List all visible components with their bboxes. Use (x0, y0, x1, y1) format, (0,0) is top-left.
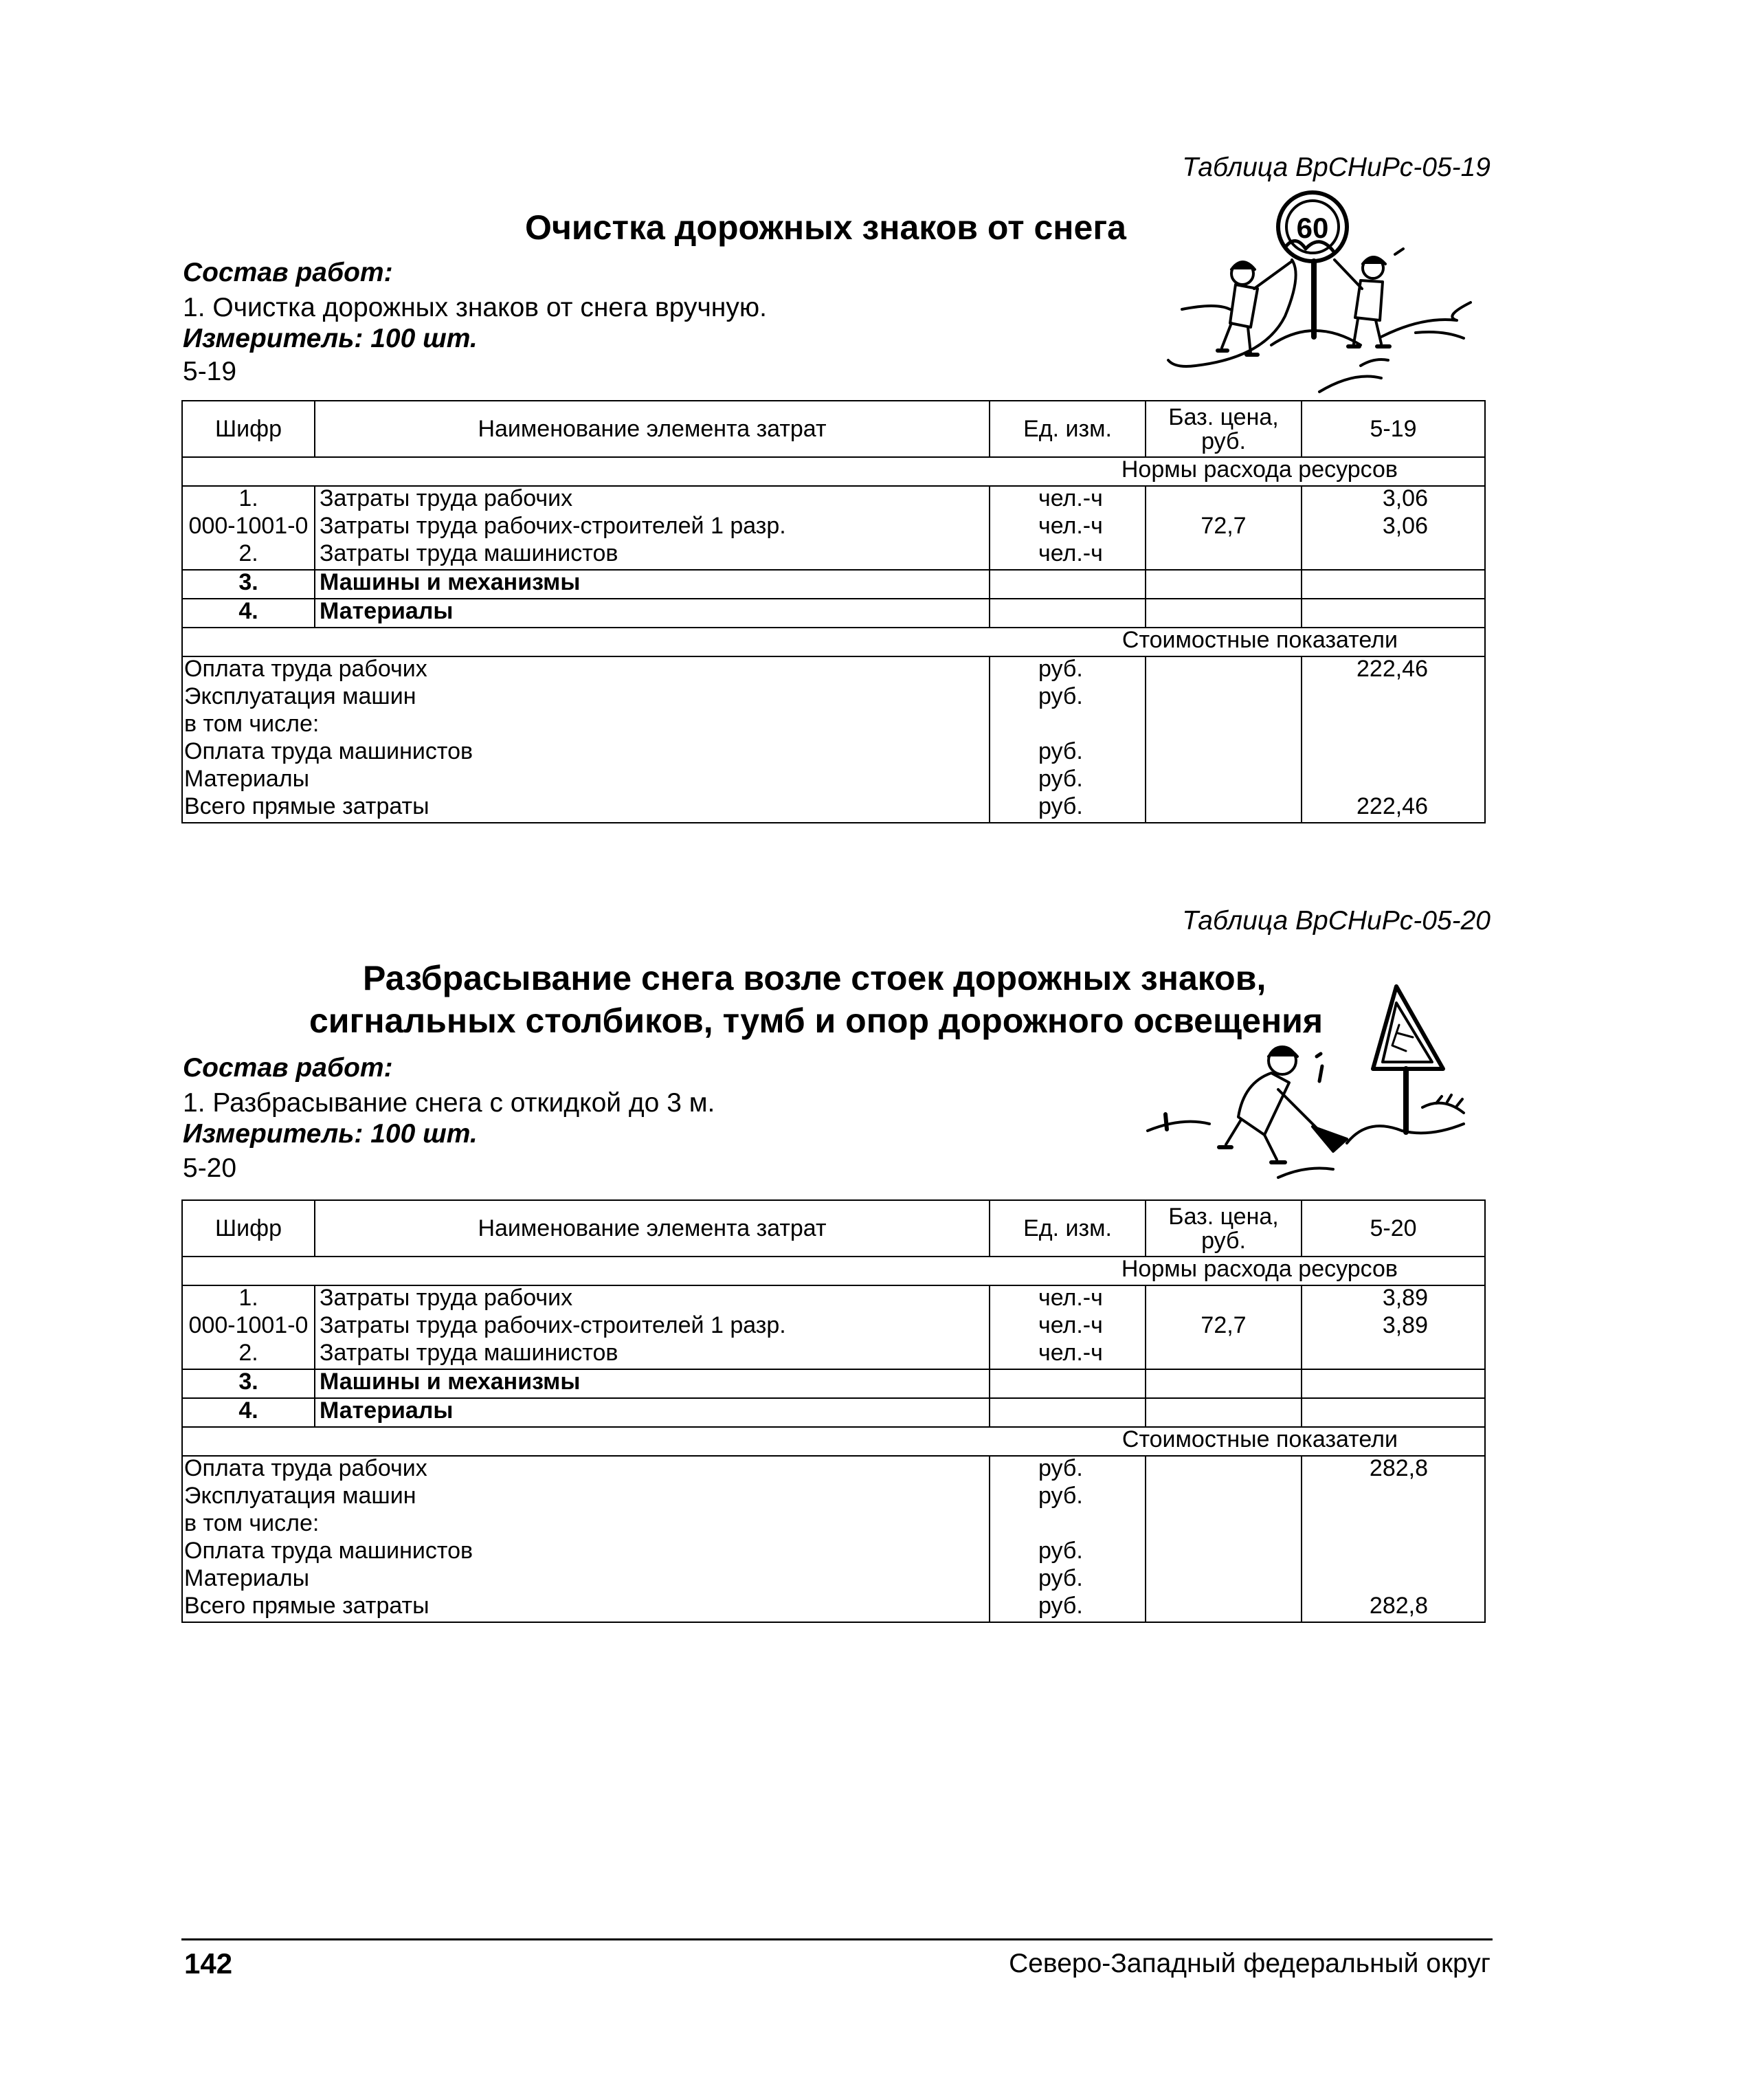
section-title-2-line-1: Разбрасывание снега возле стоек дорожных знаков, (363, 959, 1266, 997)
cost-row (182, 685, 1485, 712)
row-unit (990, 599, 1146, 628)
norms-label: Нормы расхода ресурсов (182, 1257, 1485, 1285)
row-unit (990, 1369, 1146, 1398)
row-value (1302, 542, 1485, 570)
cost-name: Оплата труда машинистов (182, 740, 990, 767)
cost-unit: руб. (990, 1539, 1146, 1567)
norm-row (182, 1341, 1485, 1369)
cost-row (182, 795, 1485, 823)
cost-unit: руб. (990, 1594, 1146, 1622)
section-title-2-line-2: сигнальных столбиков, тумб и опор дорожного освещения (309, 1002, 1324, 1040)
cost-base-price (1146, 1594, 1302, 1622)
row-code: 2. (182, 1341, 315, 1369)
row-unit (990, 1398, 1146, 1427)
row-code: 1. (182, 1285, 315, 1314)
row-code: 000-1001-0 (182, 514, 315, 542)
section-title-1: Очистка дорожных знаков от снега (525, 208, 1126, 247)
page-number: 142 (184, 1947, 233, 1980)
header-unit: Ед. изм. (990, 401, 1146, 457)
row-unit: чел.-ч (990, 486, 1146, 514)
speed-sign-number: 60 (1296, 212, 1329, 244)
row-base-price (1146, 599, 1302, 628)
header-code: Шифр (182, 1200, 315, 1257)
cost-base-price (1146, 685, 1302, 712)
row-name: Машины и механизмы (315, 570, 990, 599)
costs-label: Стоимостные показатели (182, 1427, 1485, 1456)
cost-unit: руб. (990, 1484, 1146, 1512)
resource-table-1 (181, 400, 1486, 823)
cost-name: Эксплуатация машин (182, 1484, 990, 1512)
row-value: 3,06 (1302, 514, 1485, 542)
row-unit (990, 570, 1146, 599)
row-code: 3. (182, 1369, 315, 1398)
cost-value (1302, 767, 1485, 795)
row-name: Затраты труда рабочих-строителей 1 разр. (315, 514, 990, 542)
cost-unit: руб. (990, 767, 1146, 795)
row-name: Материалы (315, 599, 990, 628)
measure-label-1: Измеритель: 100 шт. (183, 324, 478, 353)
cost-base-price (1146, 1512, 1302, 1539)
section-code-1: 5-19 (183, 357, 237, 386)
worker-shoveling-snow-near-sign-icon (1141, 980, 1484, 1186)
row-value (1302, 1369, 1485, 1398)
table-reference-1: Таблица ВрСНиРс-05-19 (1182, 153, 1491, 182)
row-base-price (1146, 570, 1302, 599)
cost-name: Всего прямые затраты (182, 795, 990, 823)
row-name: Машины и механизмы (315, 1369, 990, 1398)
cost-unit (990, 1512, 1146, 1539)
header-name: Наименование элемента затрат (315, 1200, 990, 1257)
cost-base-price (1146, 1567, 1302, 1594)
norm-row (182, 1285, 1485, 1314)
resource-group-row (182, 1398, 1485, 1427)
norm-row (182, 486, 1485, 514)
footer-divider (181, 1938, 1493, 1940)
cost-name: Всего прямые затраты (182, 1594, 990, 1622)
cost-value (1302, 712, 1485, 740)
cost-row (182, 656, 1485, 685)
cost-row (182, 1567, 1485, 1594)
row-value: 3,89 (1302, 1314, 1485, 1341)
resource-group-row (182, 599, 1485, 628)
cost-value (1302, 1539, 1485, 1567)
cost-value: 282,8 (1302, 1456, 1485, 1484)
footer-region: Северо-Западный федеральный округ (1009, 1949, 1491, 1978)
norms-section-row (182, 1257, 1485, 1285)
row-name: Затраты труда рабочих-строителей 1 разр. (315, 1314, 990, 1341)
cost-base-price (1146, 712, 1302, 740)
norms-label: Нормы расхода ресурсов (182, 457, 1485, 486)
row-code: 4. (182, 1398, 315, 1427)
row-value (1302, 570, 1485, 599)
cost-unit (990, 712, 1146, 740)
row-base-price (1146, 542, 1302, 570)
table-header-row (182, 1200, 1485, 1257)
norm-row (182, 542, 1485, 570)
cost-base-price (1146, 740, 1302, 767)
row-base-price: 72,7 (1146, 1314, 1302, 1341)
cost-value (1302, 685, 1485, 712)
row-base-price (1146, 1398, 1302, 1427)
cost-row (182, 1539, 1485, 1567)
row-unit: чел.-ч (990, 1341, 1146, 1369)
row-name: Затраты труда рабочих (315, 1285, 990, 1314)
row-value (1302, 599, 1485, 628)
cost-unit: руб. (990, 740, 1146, 767)
row-unit: чел.-ч (990, 514, 1146, 542)
row-unit: чел.-ч (990, 542, 1146, 570)
row-name: Затраты труда рабочих (315, 486, 990, 514)
measure-label-2: Измеритель: 100 шт. (183, 1119, 478, 1149)
table-header-row (182, 401, 1485, 457)
cost-row (182, 1484, 1485, 1512)
row-unit: чел.-ч (990, 1285, 1146, 1314)
cost-name: Оплата труда рабочих (182, 1456, 990, 1484)
row-code: 2. (182, 542, 315, 570)
cost-base-price (1146, 656, 1302, 685)
cost-name: в том числе: (182, 1512, 990, 1539)
header-code: Шифр (182, 401, 315, 457)
cost-name: Оплата труда машинистов (182, 1539, 990, 1567)
cost-value (1302, 1567, 1485, 1594)
cost-base-price (1146, 767, 1302, 795)
cost-row (182, 712, 1485, 740)
resource-table-2 (181, 1199, 1486, 1623)
cost-row (182, 1456, 1485, 1484)
cost-value (1302, 740, 1485, 767)
row-base-price (1146, 486, 1302, 514)
cost-base-price (1146, 795, 1302, 823)
costs-section-row (182, 1427, 1485, 1456)
cost-base-price (1146, 1539, 1302, 1567)
cost-unit: руб. (990, 795, 1146, 823)
cost-unit: руб. (990, 1567, 1146, 1594)
row-code: 000-1001-0 (182, 1314, 315, 1341)
row-value (1302, 1341, 1485, 1369)
row-unit: чел.-ч (990, 1314, 1146, 1341)
header-name: Наименование элемента затрат (315, 401, 990, 457)
cost-row (182, 740, 1485, 767)
row-value (1302, 1398, 1485, 1427)
resource-group-row (182, 570, 1485, 599)
row-name: Затраты труда машинистов (315, 1341, 990, 1369)
norm-row (182, 514, 1485, 542)
costs-label: Стоимостные показатели (182, 628, 1485, 656)
cost-row (182, 767, 1485, 795)
cost-value (1302, 1512, 1485, 1539)
costs-section-row (182, 628, 1485, 656)
cost-value: 222,46 (1302, 656, 1485, 685)
cost-unit: руб. (990, 656, 1146, 685)
cost-value: 222,46 (1302, 795, 1485, 823)
cost-unit: руб. (990, 685, 1146, 712)
cost-row (182, 1594, 1485, 1622)
cost-name: Оплата труда рабочих (182, 656, 990, 685)
header-base-price: Баз. цена, руб. (1146, 1200, 1302, 1257)
row-base-price (1146, 1369, 1302, 1398)
row-name: Материалы (315, 1398, 990, 1427)
cost-name: Материалы (182, 767, 990, 795)
cost-row (182, 1512, 1485, 1539)
workers-clearing-speed-sign-icon (1154, 186, 1484, 399)
cost-base-price (1146, 1456, 1302, 1484)
composition-label-1: Состав работ: (183, 258, 393, 287)
composition-label-2: Состав работ: (183, 1053, 393, 1083)
resource-group-row (182, 1369, 1485, 1398)
cost-unit: руб. (990, 1456, 1146, 1484)
table-reference-2: Таблица ВрСНиРс-05-20 (1182, 906, 1491, 936)
row-base-price (1146, 1341, 1302, 1369)
norm-row (182, 1314, 1485, 1341)
row-code: 3. (182, 570, 315, 599)
cost-base-price (1146, 1484, 1302, 1512)
composition-item-2: 1. Разбрасывание снега с откидкой до 3 м. (183, 1088, 715, 1118)
row-code: 4. (182, 599, 315, 628)
row-base-price: 72,7 (1146, 514, 1302, 542)
cost-name: Эксплуатация машин (182, 685, 990, 712)
row-name: Затраты труда машинистов (315, 542, 990, 570)
row-base-price (1146, 1285, 1302, 1314)
cost-value: 282,8 (1302, 1594, 1485, 1622)
norms-section-row (182, 457, 1485, 486)
composition-item-1: 1. Очистка дорожных знаков от снега вручную. (183, 293, 767, 322)
row-value: 3,06 (1302, 486, 1485, 514)
header-code-column: 5-19 (1302, 401, 1485, 457)
row-value: 3,89 (1302, 1285, 1485, 1314)
cost-name: в том числе: (182, 712, 990, 740)
header-unit: Ед. изм. (990, 1200, 1146, 1257)
cost-name: Материалы (182, 1567, 990, 1594)
section-code-2: 5-20 (183, 1153, 237, 1183)
cost-value (1302, 1484, 1485, 1512)
row-code: 1. (182, 486, 315, 514)
header-base-price: Баз. цена, руб. (1146, 401, 1302, 457)
header-code-column: 5-20 (1302, 1200, 1485, 1257)
